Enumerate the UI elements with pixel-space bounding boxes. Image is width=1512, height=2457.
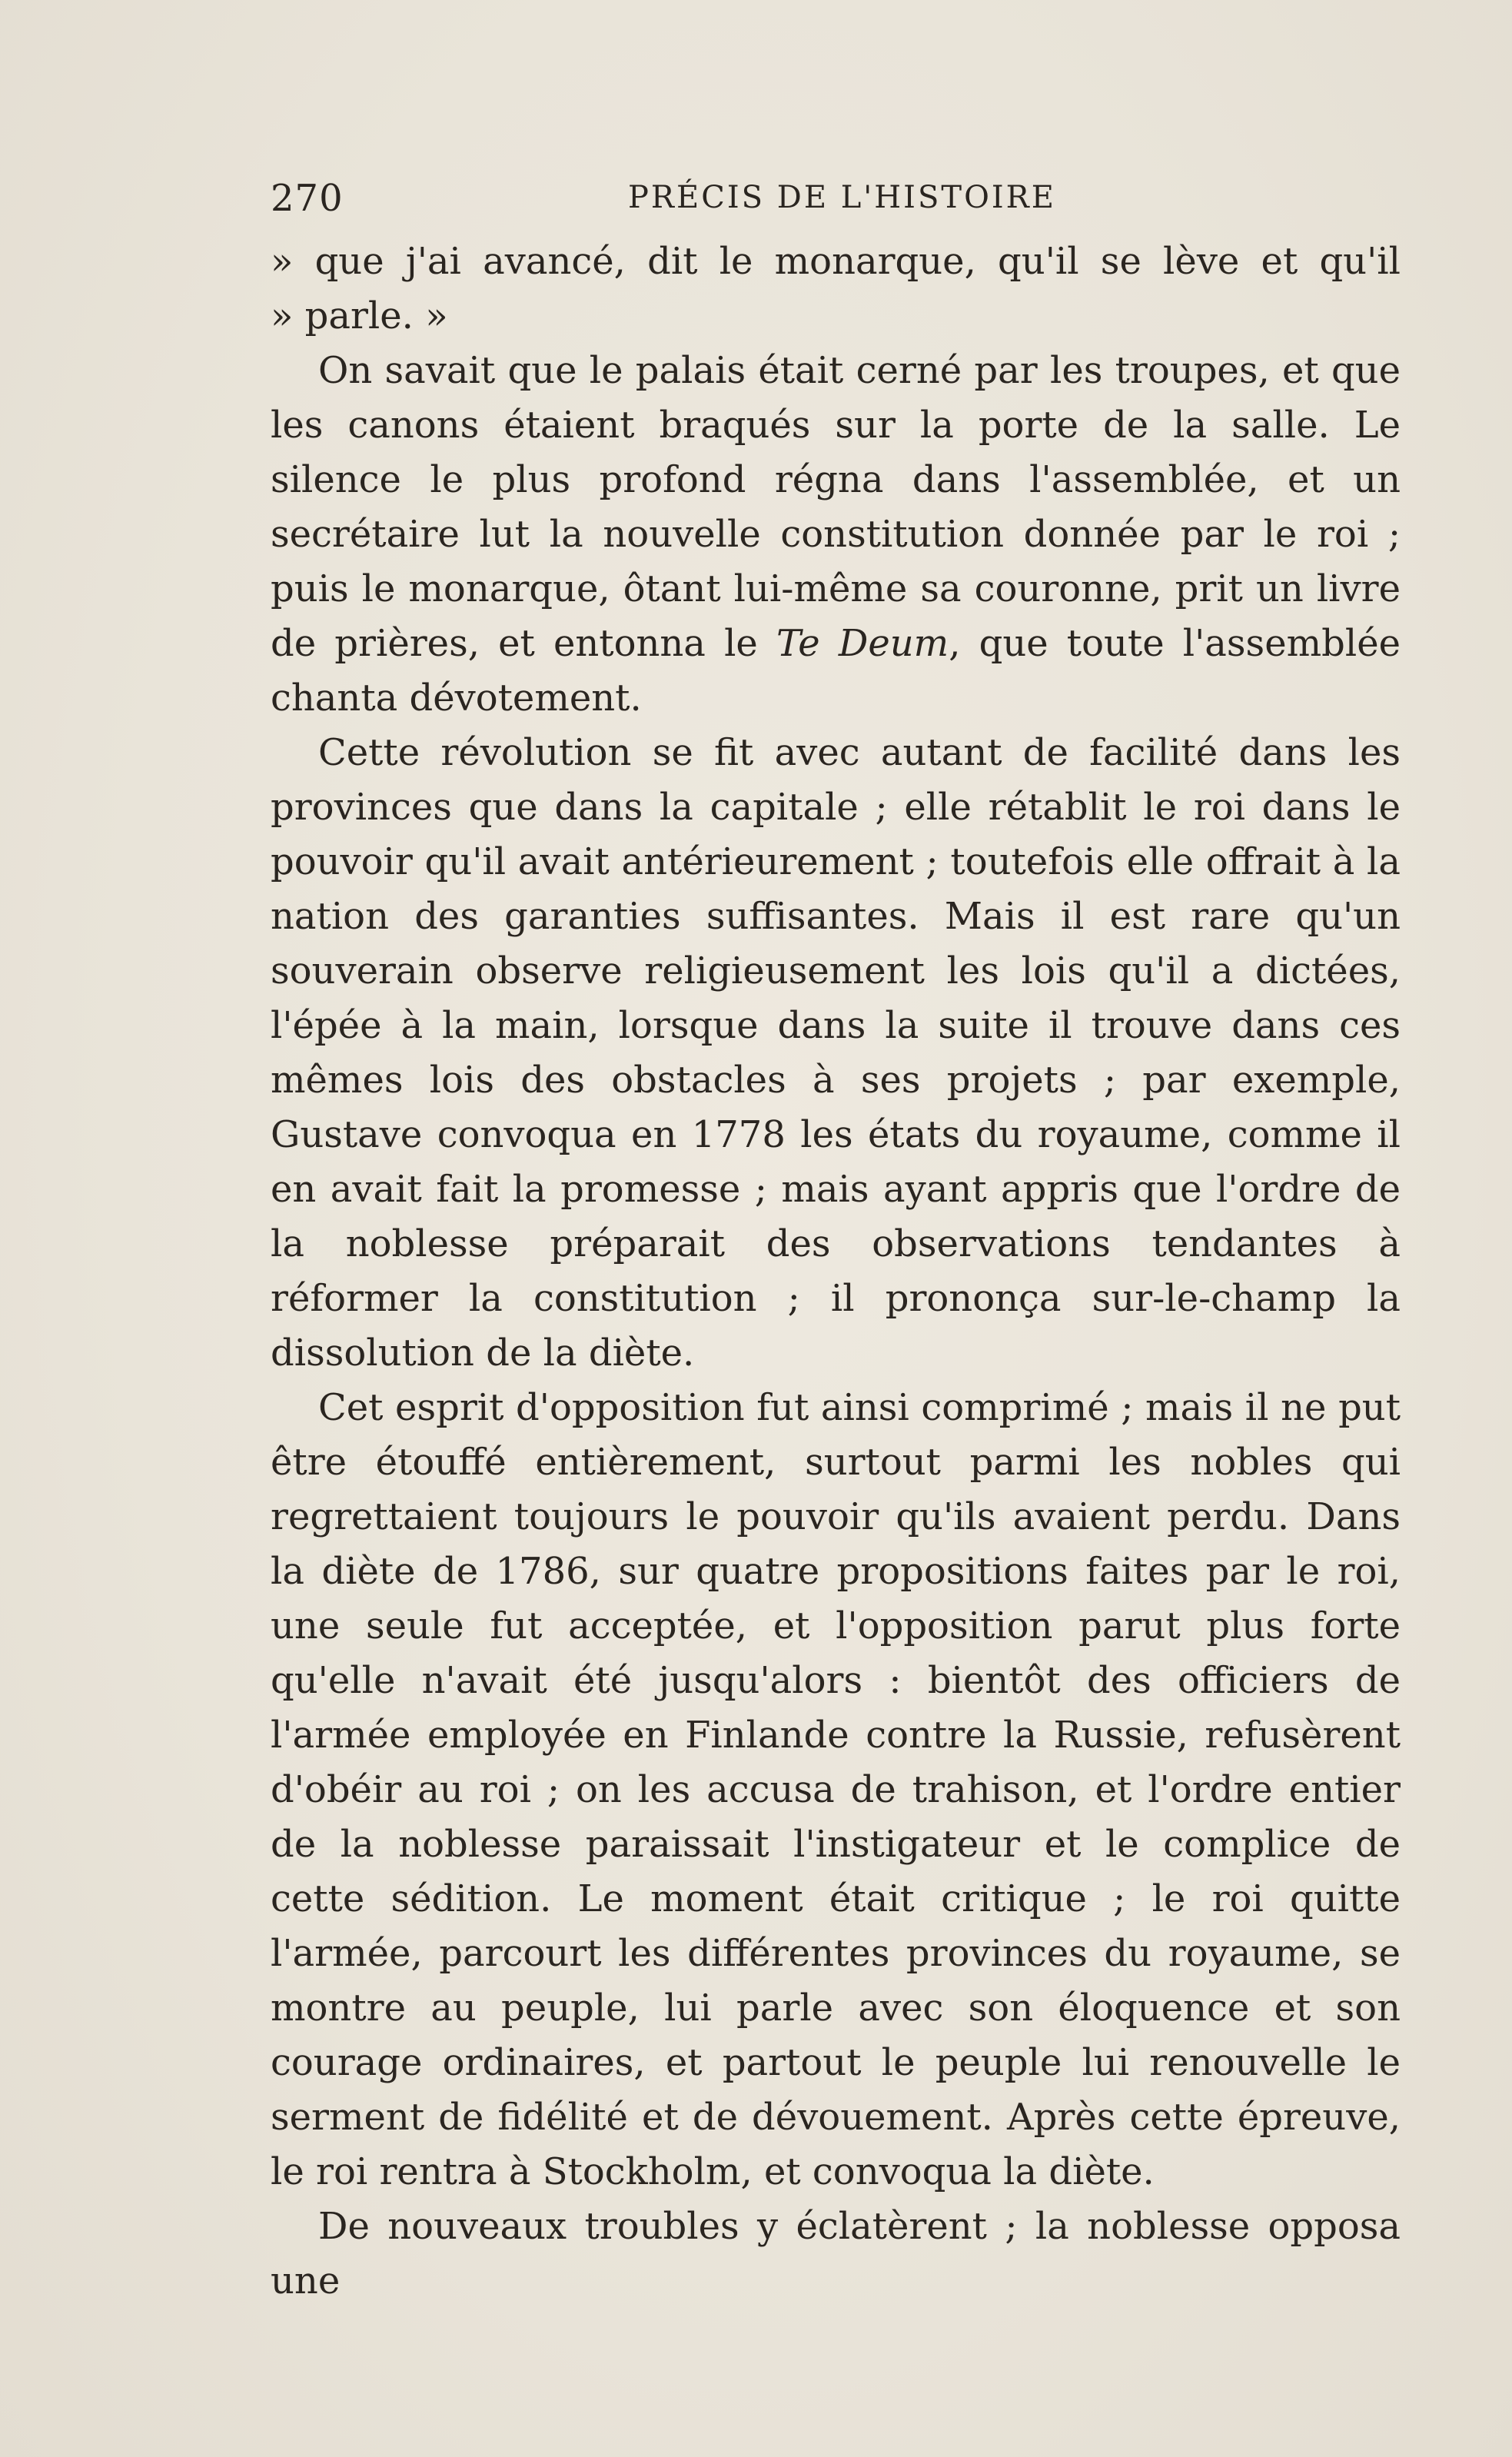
page-number: 270	[271, 177, 344, 220]
paragraph-text: De nouveaux troubles y éclatèrent ; la noblesse opposa une	[271, 2205, 1401, 2302]
italic-title: Te Deum	[776, 622, 949, 665]
paragraph-text: Cet esprit d'opposition fut ainsi comprimé ; mais il ne put être étouffé entièrement, surtout parmi les nobles qui regrettaient toujours le pouvoir qu'ils avaient perdu. Dans la diète de 1786, sur quatre propositions faites par le roi, une seule fut acceptée, et l'opposition parut plus forte qu'elle n'avait été jusqu'alors : bientôt des officiers de l'armée employée en Finlande contre la Russie, refusèrent d'obéir au roi ; on les accusa de trahison, et l'ordre entier de la noblesse paraissait l'instigateur et le complice de cette sédition. Le moment était critique ; le roi quitte l'armée, parcourt les différentes provinces du royaume, se montre au peuple, lui parle avec son éloquence et son courage ordinaires, et partout le peuple lui renouvelle le serment de fidélité et de dévouement. Après cette épreuve, le roi rentra à Stockholm, et convoqua la diète.	[271, 1386, 1401, 2193]
paragraph-troubles	[271, 2199, 1401, 2309]
paragraph-opposition	[271, 1381, 1401, 2199]
quote-line-end: » parle. »	[271, 294, 448, 337]
body-text	[271, 234, 1401, 2309]
paragraph-text: Cette révolution se fit avec autant de facilité dans les provinces que dans la capitale ; elle rétablit le roi dans le pouvoir qu'il avait antérieurement ; toutefois elle offrait à la nation des garanties suffisantes. Mais il est rare qu'un souverain observe religieusement les lois qu'il a dictées, l'épée à la main, lorsque dans la suite il trouve dans ces mêmes lois des obstacles à ses projets ; par exemple, Gustave convoqua en 1778 les états du royaume, comme il en avait fait la promesse ; mais ayant appris que l'ordre de la noblesse préparait des observations tendantes à réformer la constitution ; il prononça sur-le-champ la dissolution de la diète.	[271, 731, 1401, 1375]
paragraph-revolution	[271, 726, 1401, 1381]
page-header	[271, 171, 1401, 224]
paragraph-palace	[271, 344, 1401, 726]
paragraph-text: On savait que le palais était cerné par les troupes, et que les canons étaient braqués sur la porte de la salle. Le silence le plus profond régna dans l'assemblée, et un secrétaire lut la nouvelle constitution donnée par le roi ; puis le monarque, ôtant lui-même sa couronne, prit un livre de prières, et entonna le	[271, 349, 1401, 665]
paragraph-quote-end	[271, 234, 1401, 289]
paragraph-text: , que toute l'assemblée chanta dévotement.	[271, 622, 1401, 720]
quote-line: » que j'ai avancé, dit le monarque, qu'il se lève et qu'il	[271, 240, 1401, 283]
paragraph-quote-end-cont	[271, 289, 1401, 344]
running-head: PRÉCIS DE L'HISTOIRE	[628, 180, 1056, 215]
